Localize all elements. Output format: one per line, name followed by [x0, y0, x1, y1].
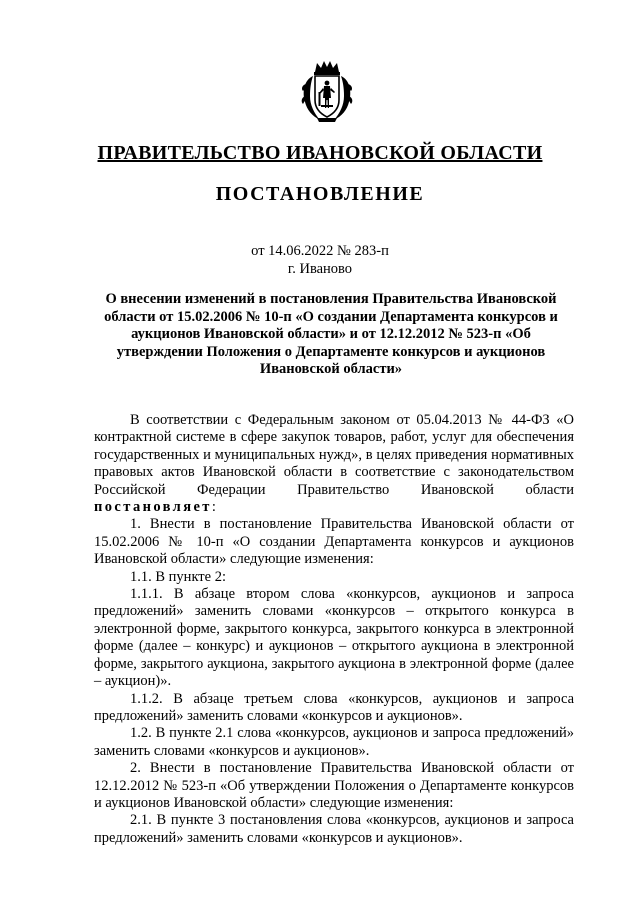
paragraph-1-1: 1.1. В пункте 2: [130, 568, 226, 585]
preamble-paragraph [94, 412, 574, 516]
paragraph-2-1: 2.1. В пункте 3 постановления слова «конкурсов, аукционов и запроса предложений» заменить словами «конкурсов и аукционов». [94, 812, 574, 846]
date-number: от 14.06.2022 № 283-п [251, 243, 389, 259]
paragraph-1: 1. Внести в постановление Правительства Ивановской области от 15.02.2006 № 10-п «О создании Департамента конкурсов и аукционов Ивановской области» следующие изменения: [94, 516, 574, 568]
coat-of-arms-icon [300, 58, 354, 124]
paragraph-1-1-1: 1.1.1. В абзаце втором слова «конкурсов, аукционов и запроса предложений» заменить словами «конкурсов – открытого конкурса в электронной форме, закрытого конкурса, закрытого конкурса в электронной форме (далее – конкурс) и аукционов – открытого аукциона в электронной форме, закрытого аукциона, закрытого аукциона в электронной форме (далее – аукцион)». [94, 586, 574, 690]
date-block [0, 242, 640, 278]
paragraph-2: 2. Внести в постановление Правительства Ивановской области от 12.12.2012 № 523-п «Об утверждении Положения о Департаменте конкурсов и аукционов Ивановской области» следующие изменения: [94, 760, 574, 811]
city: г. Иваново [287, 261, 353, 277]
document-body [94, 412, 574, 847]
resolves-suffix: : [211, 499, 216, 516]
paragraph-1-2: 1.2. В пункте 2.1 слова «конкурсов, аукционов и запроса предложений» заменить словами «конкурсов и аукционов». [94, 725, 574, 759]
document-type: ПОСТАНОВЛЕНИЕ [215, 183, 425, 205]
paragraph-1-1-2: 1.1.2. В абзаце третьем слова «конкурсов, аукционов и запроса предложений» заменить словами «конкурсов и аукционов». [94, 690, 574, 724]
preamble-text: В соответствии с Федеральным законом от 05.04.2013 № 44-ФЗ «О контрактной системе в сфере закупок товаров, работ, услуг для обеспечения государственных и муниципальных нужд», в целях приведения нормативных правовых актов Ивановской области в соответствие с законодательством Российской Федерации Правительство Ивановской области [94, 412, 574, 498]
document-title: О внесении изменений в постановления Правительства Ивановской области от 15.02.2006 № 10-п «О создании Департамента конкурсов и аукционов Ивановской области» и от 12.12.2012 № 523-п «Об утверждении Положения о Департаменте конкурсов и аукционов Ивановской области» [104, 291, 558, 377]
resolves-word: постановляет [94, 499, 212, 516]
government-name: ПРАВИТЕЛЬСТВО ИВАНОВСКОЙ ОБЛАСТИ [97, 142, 543, 164]
